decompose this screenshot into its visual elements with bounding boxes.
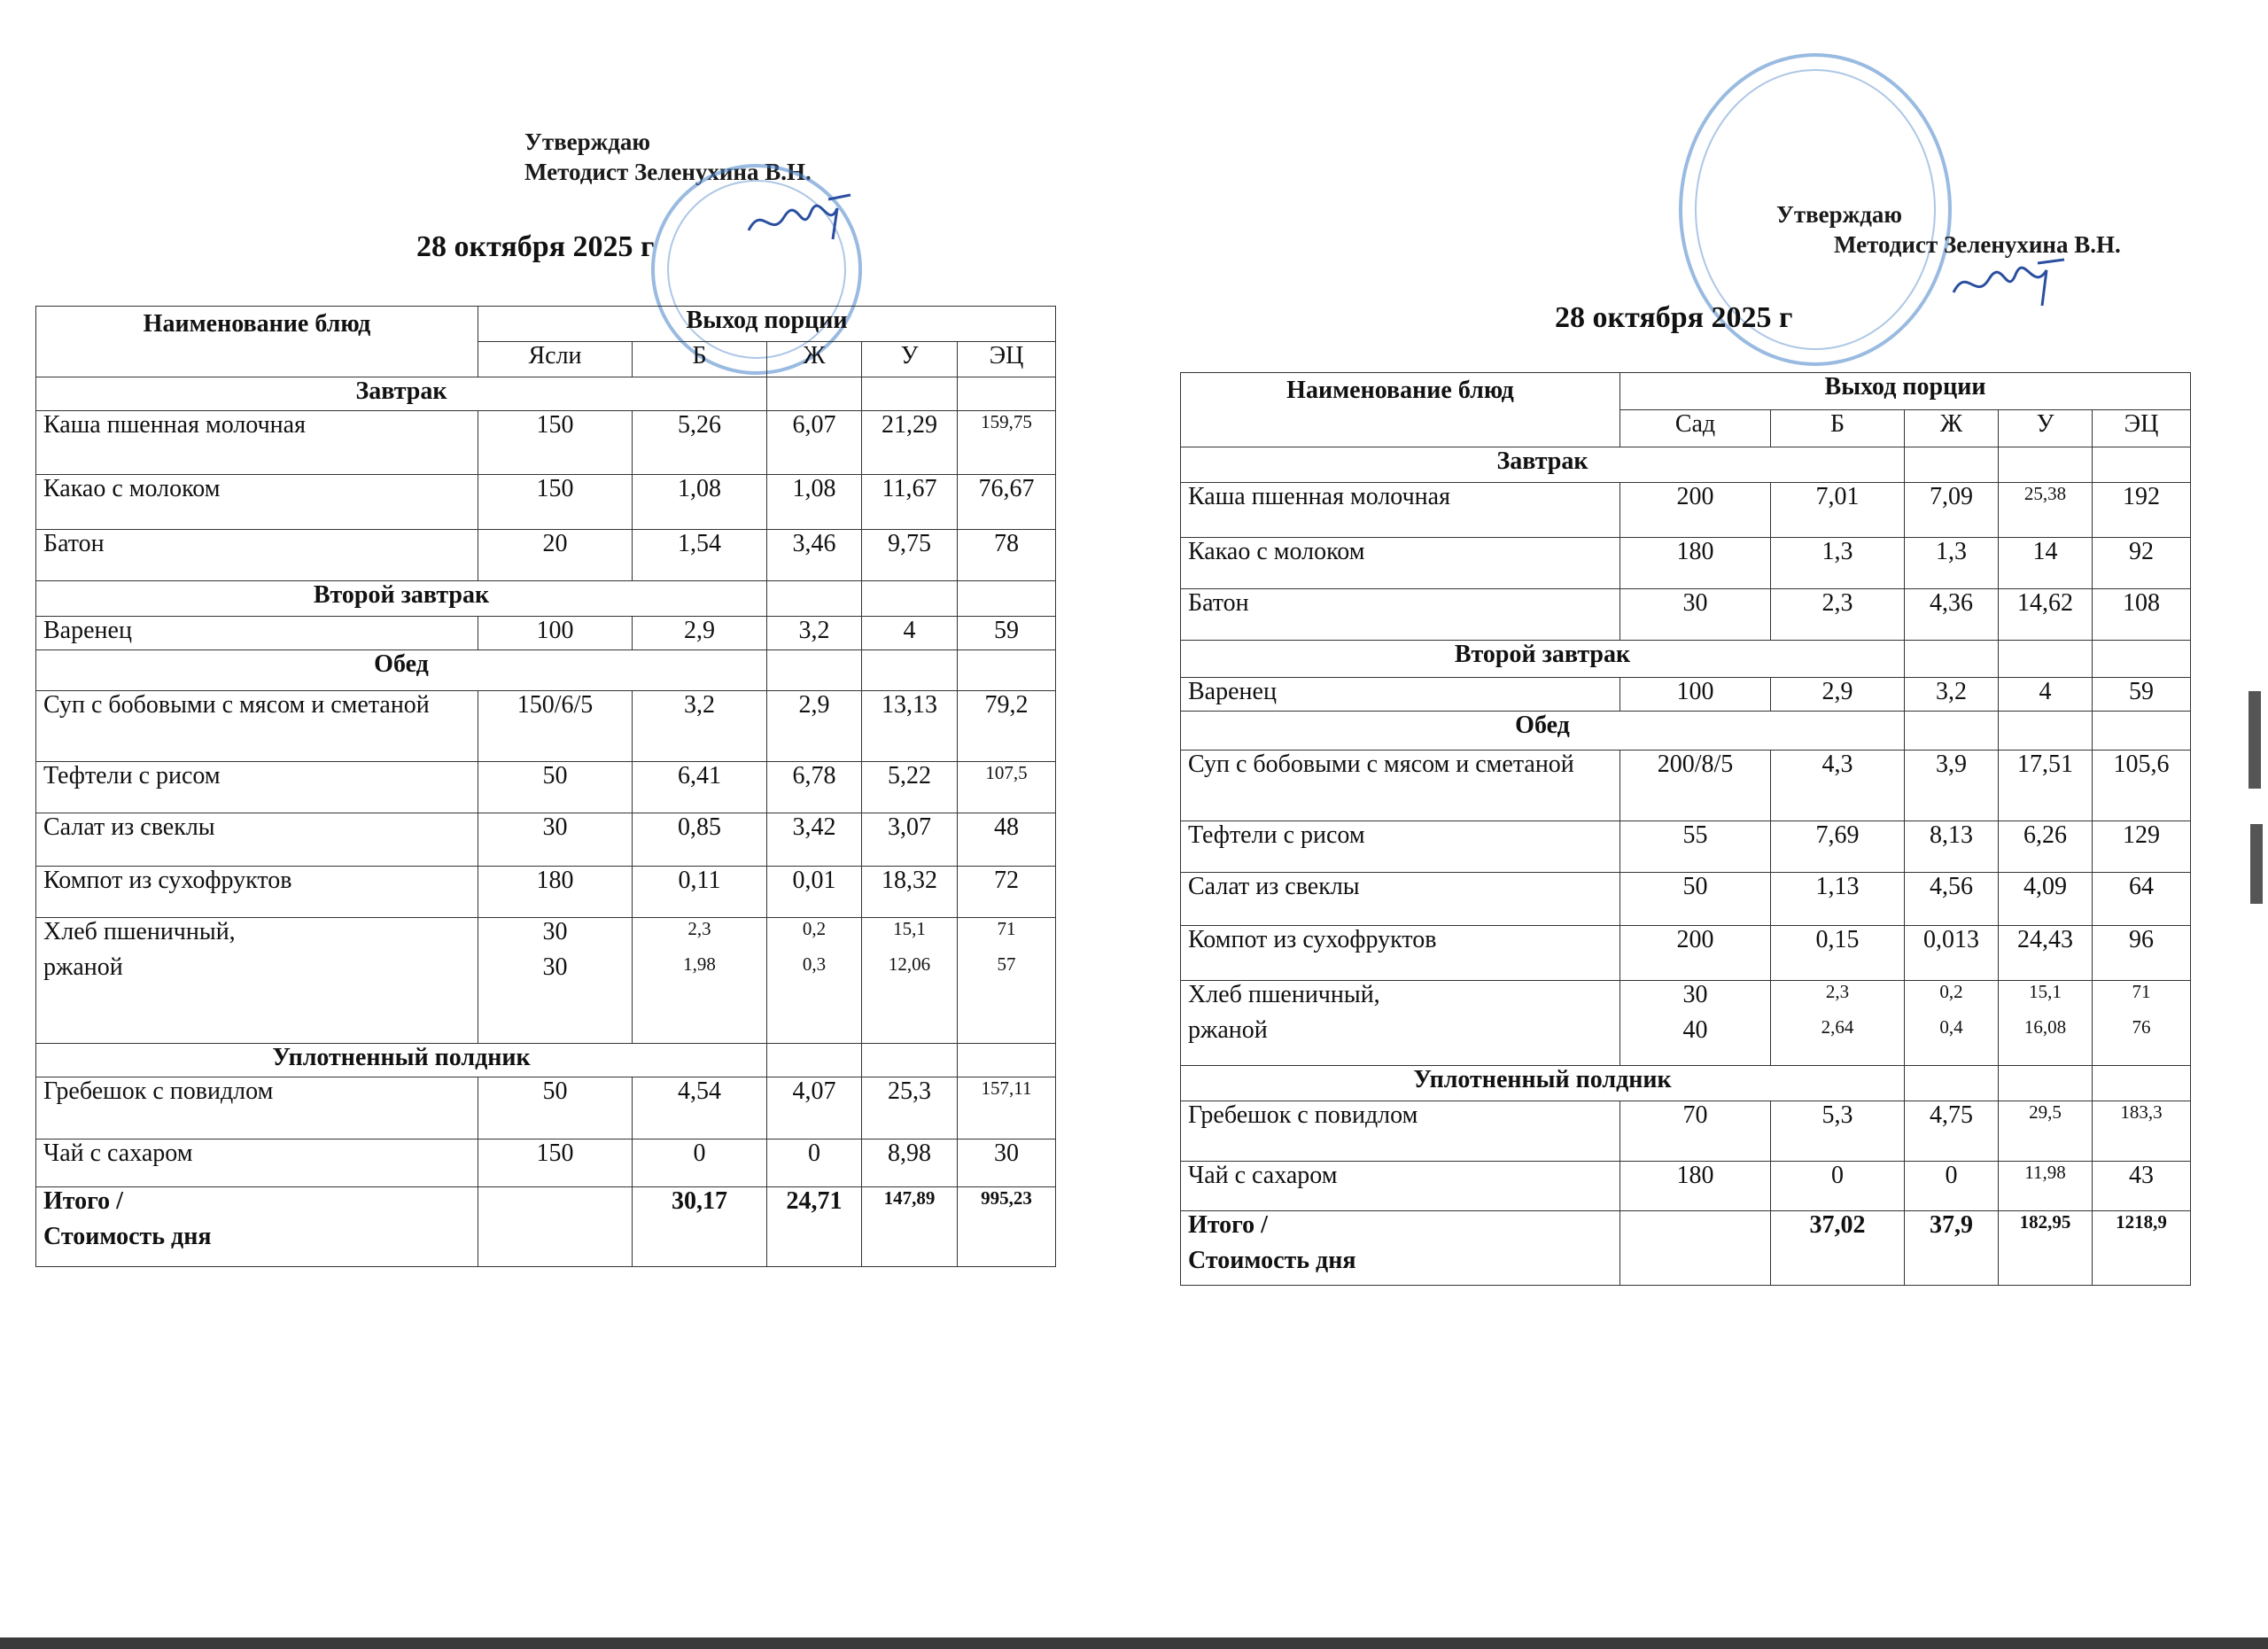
u-value: 4	[862, 617, 958, 650]
total-u: 147,89	[862, 1187, 958, 1267]
b-value: 1,13	[1771, 873, 1905, 926]
zh-value: 6,07	[767, 411, 862, 475]
zh-value: 3,2	[1905, 678, 1999, 712]
ec-value: 30	[958, 1140, 1056, 1187]
zh-line2: 0,3	[802, 953, 827, 975]
table-row	[1181, 873, 2191, 926]
table-row	[1181, 483, 2191, 538]
ec-value: 43	[2093, 1162, 2191, 1211]
section-second-breakfast: Второй завтрак	[1181, 641, 1905, 678]
right-menu-table	[1180, 372, 2191, 1286]
dish-name-line1: Хлеб пшеничный,	[43, 918, 236, 945]
table-row	[36, 1140, 1056, 1187]
ec-value: 129	[2093, 821, 2191, 873]
table-row	[36, 813, 1056, 867]
u-value: 14	[1999, 538, 2093, 589]
table-row	[1181, 926, 2191, 981]
ec-value: 192	[2093, 483, 2191, 538]
b-line1: 2,3	[687, 918, 711, 939]
dish-name: Варенец	[1181, 678, 1620, 712]
dish-name: Тефтели с рисом	[36, 762, 478, 813]
section-breakfast: Завтрак	[1181, 447, 1905, 483]
u-value: 5,22	[862, 762, 958, 813]
u-value: 21,29	[862, 411, 958, 475]
total-label-line2: Стоимость дня	[43, 1223, 212, 1250]
u-value: 9,75	[862, 530, 958, 581]
empty-cell	[1999, 712, 2093, 751]
zh-value: 0	[767, 1140, 862, 1187]
zh-value: 3,2	[767, 617, 862, 650]
section-breakfast: Завтрак	[36, 377, 767, 411]
empty-cell	[2093, 641, 2191, 678]
left-date: 28 октября 2025 г	[416, 230, 655, 263]
ec-value: 159,75	[958, 411, 1056, 475]
portion-value: 20	[478, 530, 633, 581]
b-value: 4,54	[633, 1077, 767, 1140]
portion-value	[1620, 981, 1771, 1066]
u-line2: 16,08	[2023, 1016, 2067, 1038]
total-u: 182,95	[1999, 1211, 2093, 1286]
total-label-line1: Итого /	[1188, 1211, 1268, 1239]
portion-value: 200	[1620, 926, 1771, 981]
left-signature	[744, 186, 859, 257]
dish-name: Чай с сахаром	[36, 1140, 478, 1187]
empty-cell	[767, 581, 862, 617]
empty-cell	[767, 377, 862, 411]
b-value: 2,9	[633, 617, 767, 650]
table-row	[1181, 751, 2191, 821]
total-row	[1181, 1211, 2191, 1286]
dish-name: Салат из свеклы	[36, 813, 478, 867]
u-value: 14,62	[1999, 589, 2093, 641]
dish-name: Компот из сухофруктов	[36, 867, 478, 918]
total-ec: 995,23	[958, 1187, 1056, 1267]
total-label	[36, 1187, 478, 1267]
b-line2: 2,64	[1821, 1016, 1854, 1038]
portion-value: 200	[1620, 483, 1771, 538]
dish-name: Чай с сахаром	[1181, 1162, 1620, 1211]
u-value: 11,67	[862, 475, 958, 530]
section-snack: Уплотненный полдник	[1181, 1066, 1905, 1101]
dish-name: Батон	[1181, 589, 1620, 641]
table-row	[1181, 981, 2191, 1066]
table-row	[1181, 1101, 2191, 1162]
total-b: 37,02	[1771, 1211, 1905, 1286]
right-date: 28 октября 2025 г	[1555, 301, 1793, 334]
b-value: 1,54	[633, 530, 767, 581]
ec-value: 59	[958, 617, 1056, 650]
dish-name: Гребешок с повидлом	[1181, 1101, 1620, 1162]
zh-value: 4,07	[767, 1077, 862, 1140]
left-methodist-text: Методист Зеленухина В.Н.	[524, 159, 812, 185]
dish-name: Варенец	[36, 617, 478, 650]
total-label	[1181, 1211, 1620, 1286]
right-approve-text: Утверждаю	[1776, 201, 1903, 228]
scan-bottom-bar	[0, 1637, 2268, 1649]
empty-cell	[478, 1187, 633, 1267]
portion-value: 30	[478, 813, 633, 867]
b-value: 7,01	[1771, 483, 1905, 538]
left-approve-text: Утверждаю	[524, 128, 651, 155]
dish-name	[36, 918, 478, 1044]
total-ec: 1218,9	[2093, 1211, 2191, 1286]
zh-value: 4,75	[1905, 1101, 1999, 1162]
empty-cell	[1620, 1211, 1771, 1286]
u-line1: 15,1	[2029, 981, 2062, 1002]
header-u: У	[862, 342, 958, 377]
portion-value	[478, 918, 633, 1044]
total-row	[36, 1187, 1056, 1267]
ec-value: 108	[2093, 589, 2191, 641]
ec-value: 92	[2093, 538, 2191, 589]
header-zh: Ж	[767, 342, 862, 377]
zh-value: 0	[1905, 1162, 1999, 1211]
empty-cell	[1999, 641, 2093, 678]
ec-line2: 57	[997, 953, 1016, 975]
total-label-line1: Итого /	[43, 1187, 123, 1215]
portion-value: 180	[1620, 1162, 1771, 1211]
header-dish-name: Наименование блюд	[36, 307, 478, 377]
empty-cell	[1905, 641, 1999, 678]
dish-name: Какао с молоком	[36, 475, 478, 530]
ec-value: 183,3	[2093, 1101, 2191, 1162]
dish-name: Какао с молоком	[1181, 538, 1620, 589]
zh-value: 7,09	[1905, 483, 1999, 538]
ec-value: 105,6	[2093, 751, 2191, 821]
b-value: 2,9	[1771, 678, 1905, 712]
u-value: 3,07	[862, 813, 958, 867]
ec-value: 157,11	[958, 1077, 1056, 1140]
ec-value: 78	[958, 530, 1056, 581]
zh-value: 8,13	[1905, 821, 1999, 873]
total-zh: 37,9	[1905, 1211, 1999, 1286]
b-line1: 2,3	[1825, 981, 1850, 1002]
b-value: 1,3	[1771, 538, 1905, 589]
u-value: 11,98	[1999, 1162, 2093, 1211]
b-value: 0	[633, 1140, 767, 1187]
zh-value: 4,56	[1905, 873, 1999, 926]
u-value: 17,51	[1999, 751, 2093, 821]
b-value: 0,15	[1771, 926, 1905, 981]
dish-name: Салат из свеклы	[1181, 873, 1620, 926]
table-row	[36, 530, 1056, 581]
dish-name: Суп с бобовыми с мясом и сметаной	[1181, 751, 1620, 821]
zh-value: 0,01	[767, 867, 862, 918]
table-row	[36, 475, 1056, 530]
scan-edge-mark	[2250, 824, 2263, 904]
header-u: У	[1999, 410, 2093, 447]
dish-name-line1: Хлеб пшеничный,	[1188, 981, 1380, 1008]
u-value: 4	[1999, 678, 2093, 712]
b-value: 1,08	[633, 475, 767, 530]
b-line2: 1,98	[683, 953, 716, 975]
empty-cell	[958, 581, 1056, 617]
portion-value: 70	[1620, 1101, 1771, 1162]
ec-value: 59	[2093, 678, 2191, 712]
empty-cell	[2093, 712, 2191, 751]
u-value: 18,32	[862, 867, 958, 918]
total-b: 30,17	[633, 1187, 767, 1267]
empty-cell	[1999, 447, 2093, 483]
portion-value: 100	[478, 617, 633, 650]
portion-value: 180	[478, 867, 633, 918]
b-value	[1771, 981, 1905, 1066]
b-value: 7,69	[1771, 821, 1905, 873]
empty-cell	[2093, 1066, 2191, 1101]
zh-value	[767, 918, 862, 1044]
header-portion: Выход порции	[1620, 373, 2191, 410]
section-lunch: Обед	[36, 650, 767, 691]
portion-value: 150	[478, 411, 633, 475]
ec-line1: 71	[2132, 981, 2151, 1002]
ec-line1: 71	[997, 918, 1016, 939]
zh-line2: 0,4	[1939, 1016, 1963, 1038]
portion-value: 50	[478, 762, 633, 813]
zh-line1: 0,2	[1939, 981, 1963, 1002]
dish-name: Каша пшенная молочная	[1181, 483, 1620, 538]
header-ec: ЭЦ	[958, 342, 1056, 377]
zh-value: 0,013	[1905, 926, 1999, 981]
b-value: 0,11	[633, 867, 767, 918]
u-line2: 12,06	[888, 953, 931, 975]
portion-value: 150	[478, 1140, 633, 1187]
section-snack: Уплотненный полдник	[36, 1044, 767, 1077]
header-dish-name: Наименование блюд	[1181, 373, 1620, 447]
u-value: 4,09	[1999, 873, 2093, 926]
table-row	[1181, 821, 2191, 873]
portion-line1: 30	[542, 918, 568, 945]
zh-value: 1,3	[1905, 538, 1999, 589]
table-row	[1181, 1162, 2191, 1211]
portion-line2: 30	[542, 953, 568, 981]
table-row	[1181, 678, 2191, 712]
u-value: 25,3	[862, 1077, 958, 1140]
dish-name: Каша пшенная молочная	[36, 411, 478, 475]
u-value: 25,38	[1999, 483, 2093, 538]
total-zh: 24,71	[767, 1187, 862, 1267]
dish-name: Гребешок с повидлом	[36, 1077, 478, 1140]
table-row	[36, 617, 1056, 650]
total-label-line2: Стоимость дня	[1188, 1247, 1356, 1274]
u-value: 24,43	[1999, 926, 2093, 981]
table-row	[36, 918, 1056, 1044]
b-value: 5,26	[633, 411, 767, 475]
u-line1: 15,1	[893, 918, 926, 939]
dish-name: Компот из сухофруктов	[1181, 926, 1620, 981]
ec-value: 76,67	[958, 475, 1056, 530]
b-value: 2,3	[1771, 589, 1905, 641]
b-value: 5,3	[1771, 1101, 1905, 1162]
dish-name-line2: ржаной	[43, 953, 123, 981]
portion-line2: 40	[1682, 1016, 1708, 1044]
empty-cell	[1999, 1066, 2093, 1101]
ec-value	[958, 918, 1056, 1044]
header-zh: Ж	[1905, 410, 1999, 447]
header-group: Сад	[1620, 410, 1771, 447]
dish-name: Тефтели с рисом	[1181, 821, 1620, 873]
empty-cell	[862, 1044, 958, 1077]
zh-value: 4,36	[1905, 589, 1999, 641]
scan-edge-mark	[2249, 691, 2261, 789]
empty-cell	[958, 650, 1056, 691]
left-menu-table	[35, 306, 1056, 1267]
zh-value: 1,08	[767, 475, 862, 530]
portion-value: 150/6/5	[478, 691, 633, 762]
table-row	[1181, 538, 2191, 589]
u-value: 13,13	[862, 691, 958, 762]
table-row	[36, 691, 1056, 762]
b-value: 4,3	[1771, 751, 1905, 821]
b-value: 6,41	[633, 762, 767, 813]
table-row	[36, 1077, 1056, 1140]
empty-cell	[1905, 712, 1999, 751]
portion-value: 180	[1620, 538, 1771, 589]
u-value	[862, 918, 958, 1044]
empty-cell	[862, 581, 958, 617]
ec-value: 72	[958, 867, 1056, 918]
header-b: Б	[633, 342, 767, 377]
ec-value: 79,2	[958, 691, 1056, 762]
empty-cell	[958, 377, 1056, 411]
header-portion: Выход порции	[478, 307, 1056, 342]
header-b: Б	[1771, 410, 1905, 447]
empty-cell	[767, 1044, 862, 1077]
portion-value: 50	[1620, 873, 1771, 926]
b-value: 0	[1771, 1162, 1905, 1211]
portion-value: 150	[478, 475, 633, 530]
empty-cell	[2093, 447, 2191, 483]
zh-value	[1905, 981, 1999, 1066]
table-row	[36, 411, 1056, 475]
section-lunch: Обед	[1181, 712, 1905, 751]
zh-value: 3,9	[1905, 751, 1999, 821]
portion-value: 55	[1620, 821, 1771, 873]
ec-value: 107,5	[958, 762, 1056, 813]
empty-cell	[862, 377, 958, 411]
table-row	[36, 762, 1056, 813]
zh-value: 6,78	[767, 762, 862, 813]
header-group: Ясли	[478, 342, 633, 377]
portion-value: 100	[1620, 678, 1771, 712]
right-approval-block	[1776, 199, 2121, 260]
b-value: 3,2	[633, 691, 767, 762]
ec-value: 48	[958, 813, 1056, 867]
zh-value: 3,46	[767, 530, 862, 581]
portion-line1: 30	[1682, 981, 1708, 1008]
right-methodist-text: Методист Зеленухина В.Н.	[1834, 231, 2121, 258]
ec-value: 64	[2093, 873, 2191, 926]
u-value: 29,5	[1999, 1101, 2093, 1162]
portion-value: 200/8/5	[1620, 751, 1771, 821]
ec-value: 96	[2093, 926, 2191, 981]
empty-cell	[1905, 447, 1999, 483]
header-ec: ЭЦ	[2093, 410, 2191, 447]
dish-name	[1181, 981, 1620, 1066]
portion-value: 30	[1620, 589, 1771, 641]
dish-name: Суп с бобовыми с мясом и сметаной	[36, 691, 478, 762]
ec-line2: 76	[2132, 1016, 2151, 1038]
u-value: 8,98	[862, 1140, 958, 1187]
empty-cell	[958, 1044, 1056, 1077]
table-row	[36, 867, 1056, 918]
right-signature	[1949, 253, 2073, 323]
zh-line1: 0,2	[802, 918, 827, 939]
dish-name: Батон	[36, 530, 478, 581]
u-value: 6,26	[1999, 821, 2093, 873]
zh-value: 3,42	[767, 813, 862, 867]
empty-cell	[862, 650, 958, 691]
section-second-breakfast: Второй завтрак	[36, 581, 767, 617]
empty-cell	[1905, 1066, 1999, 1101]
b-value	[633, 918, 767, 1044]
u-value	[1999, 981, 2093, 1066]
b-value: 0,85	[633, 813, 767, 867]
ec-value	[2093, 981, 2191, 1066]
zh-value: 2,9	[767, 691, 862, 762]
portion-value: 50	[478, 1077, 633, 1140]
empty-cell	[767, 650, 862, 691]
table-row	[1181, 589, 2191, 641]
dish-name-line2: ржаной	[1188, 1016, 1268, 1044]
